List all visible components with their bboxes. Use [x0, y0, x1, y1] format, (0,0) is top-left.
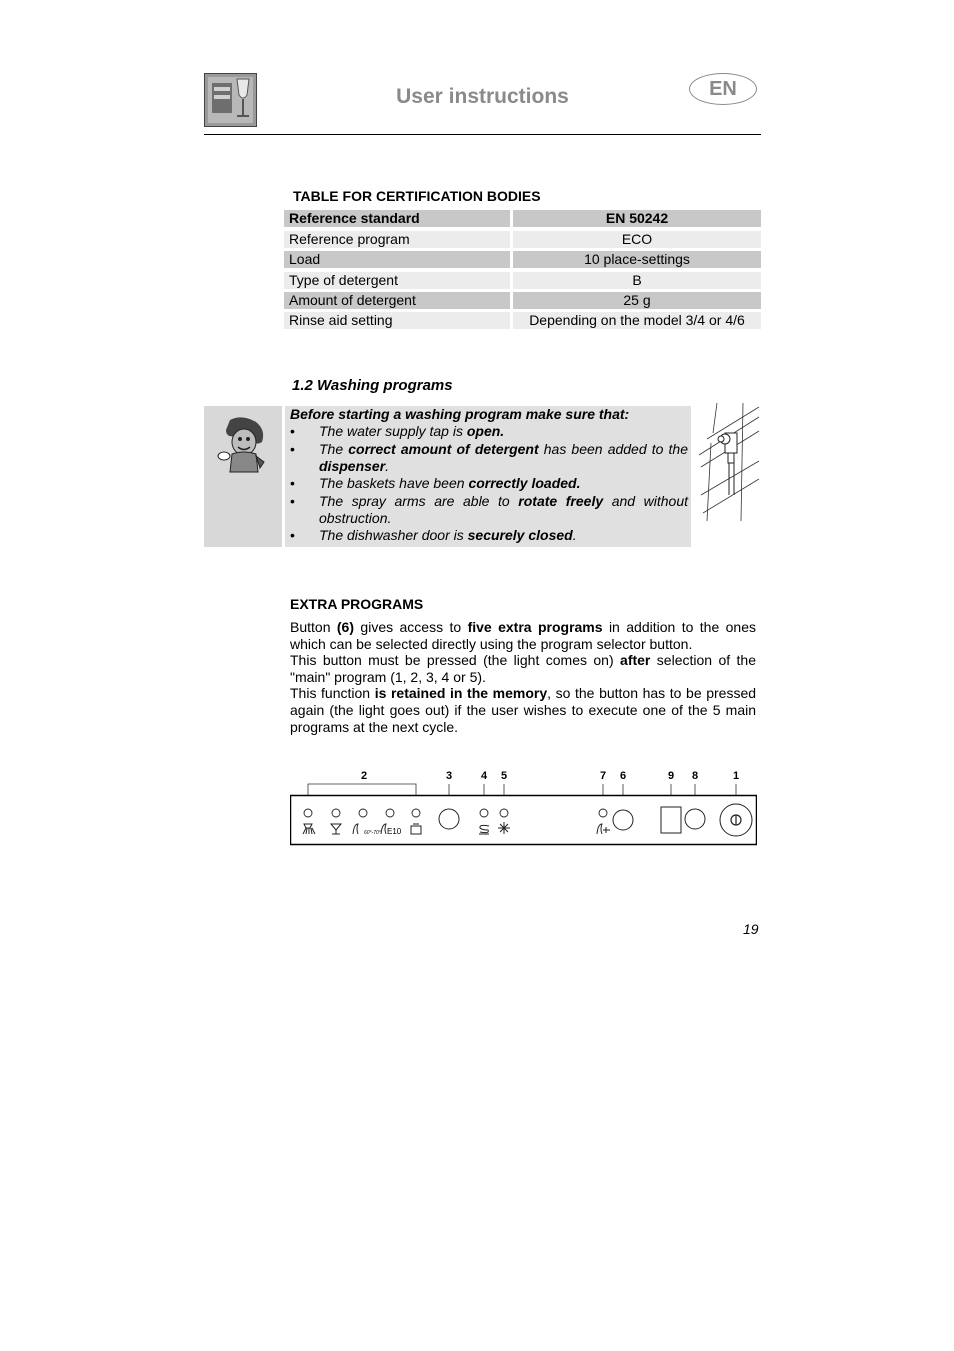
- paragraph-emphasis: after: [620, 652, 651, 668]
- table-row: [284, 210, 761, 227]
- paragraph-text: This button must be pressed (the light comes on): [290, 652, 621, 668]
- bullet-emphasis: rotate freely: [518, 493, 604, 509]
- bullet-text: and without obstruction.: [319, 493, 689, 526]
- indicator-light: [480, 809, 488, 817]
- table-row: [284, 312, 761, 329]
- page-number: 19: [743, 921, 759, 937]
- table-row: [284, 292, 761, 309]
- bullet-text: The spray arms are able to: [319, 493, 519, 509]
- table-row: [284, 231, 761, 248]
- display-window: [661, 807, 681, 833]
- program-selector-button: [439, 809, 459, 829]
- table-cell-label: Load: [284, 251, 510, 268]
- table-cell-label: Type of detergent: [284, 272, 510, 289]
- extra-program-button: [613, 810, 633, 830]
- panel-label: 1: [732, 770, 740, 782]
- table-cell-value: 25 g: [513, 292, 761, 309]
- bullet-emphasis: correctly loaded.: [468, 475, 581, 491]
- page-title: User instructions: [396, 85, 569, 108]
- table-cell-label: Reference standard: [284, 210, 510, 227]
- panel-label: 9: [667, 770, 675, 782]
- control-panel-diagram: [290, 766, 757, 848]
- checklist-intro: Before starting a washing program make sure that:: [290, 406, 630, 422]
- bullet-emphasis: correct amount of detergent: [348, 441, 539, 457]
- bullet-icon: •: [290, 527, 295, 543]
- table-cell-value: Depending on the model 3/4 or 4/6: [513, 312, 761, 329]
- indicator-light: [412, 809, 420, 817]
- panel-label: 5: [500, 770, 508, 782]
- panel-label: 2: [360, 770, 368, 782]
- bullet-icon: •: [290, 475, 295, 491]
- paragraph-emphasis: five extra programs: [467, 619, 603, 635]
- panel-label: 8: [691, 770, 699, 782]
- table-cell-label: Amount of detergent: [284, 292, 510, 309]
- delay-start-button: [685, 809, 705, 829]
- bullet-icon: •: [290, 441, 295, 457]
- language-badge: EN: [689, 73, 757, 105]
- paragraph-text: This function: [290, 685, 375, 701]
- indicator-light: [500, 809, 508, 817]
- table-cell-value: EN 50242: [513, 210, 761, 227]
- table-cell-value: ECO: [513, 231, 761, 248]
- panel-label: 6: [619, 770, 627, 782]
- paragraph-text: , so the button has to be pressed again (the light goes out) if the user wishes to execute one of the 5 main programs at the next cycle.: [290, 685, 757, 735]
- paragraph-emphasis: is retained in the memory: [374, 685, 548, 701]
- paragraph-text: Button: [290, 619, 337, 635]
- indicator-light: [304, 809, 312, 817]
- icon-label: 60°-70°: [364, 830, 381, 836]
- section-heading: EXTRA PROGRAMS: [290, 596, 424, 612]
- table-row: [284, 272, 761, 289]
- bullet-icon: •: [290, 423, 295, 439]
- section-heading: 1.2 Washing programs: [292, 377, 453, 394]
- indicator-light: [359, 809, 367, 817]
- paragraph-text: gives access to: [354, 619, 468, 635]
- bullet-emphasis: open.: [466, 423, 505, 439]
- header-divider: [204, 134, 761, 135]
- indicator-light: [386, 809, 394, 817]
- table-cell-label: Reference program: [284, 231, 510, 248]
- bullet-text: The: [319, 441, 349, 457]
- paragraph: [290, 619, 756, 653]
- certification-table-title: TABLE FOR CERTIFICATION BODIES: [293, 188, 541, 204]
- panel-label: 4: [480, 770, 488, 782]
- paragraph-text: selection of the "main" program (1, 2, 3, 4 or 5).: [290, 652, 757, 685]
- paragraph-emphasis: (6): [336, 619, 355, 635]
- paragraph-text: in addition to the ones which can be selected directly using the program selector button.: [290, 619, 756, 652]
- bullet-text: The dishwasher door is: [319, 527, 468, 543]
- table-cell-label: Rinse aid setting: [284, 312, 510, 329]
- mascot-icon: [216, 416, 268, 474]
- bullet-emphasis: dispenser: [319, 458, 386, 474]
- table-cell-value: B: [513, 272, 761, 289]
- indicator-light: [599, 809, 607, 817]
- paragraph: [290, 652, 756, 686]
- bullet-text: The water supply tap is: [319, 423, 467, 439]
- panel-label: 7: [599, 770, 607, 782]
- bullet-text: has been added to the: [538, 441, 688, 457]
- indicator-light: [332, 809, 340, 817]
- bullet-text: .: [572, 527, 577, 543]
- bullet-text: The baskets have been: [319, 475, 469, 491]
- water-tap-icon: [697, 403, 761, 521]
- table-row: [284, 251, 761, 268]
- table-cell-value: 10 place-settings: [513, 251, 761, 268]
- bullet-text: .: [385, 458, 390, 474]
- panel-label: 3: [445, 770, 453, 782]
- paragraph: [290, 685, 756, 736]
- bullet-emphasis: securely closed: [467, 527, 573, 543]
- icon-label: E10: [387, 827, 402, 836]
- bullet-icon: •: [290, 493, 295, 509]
